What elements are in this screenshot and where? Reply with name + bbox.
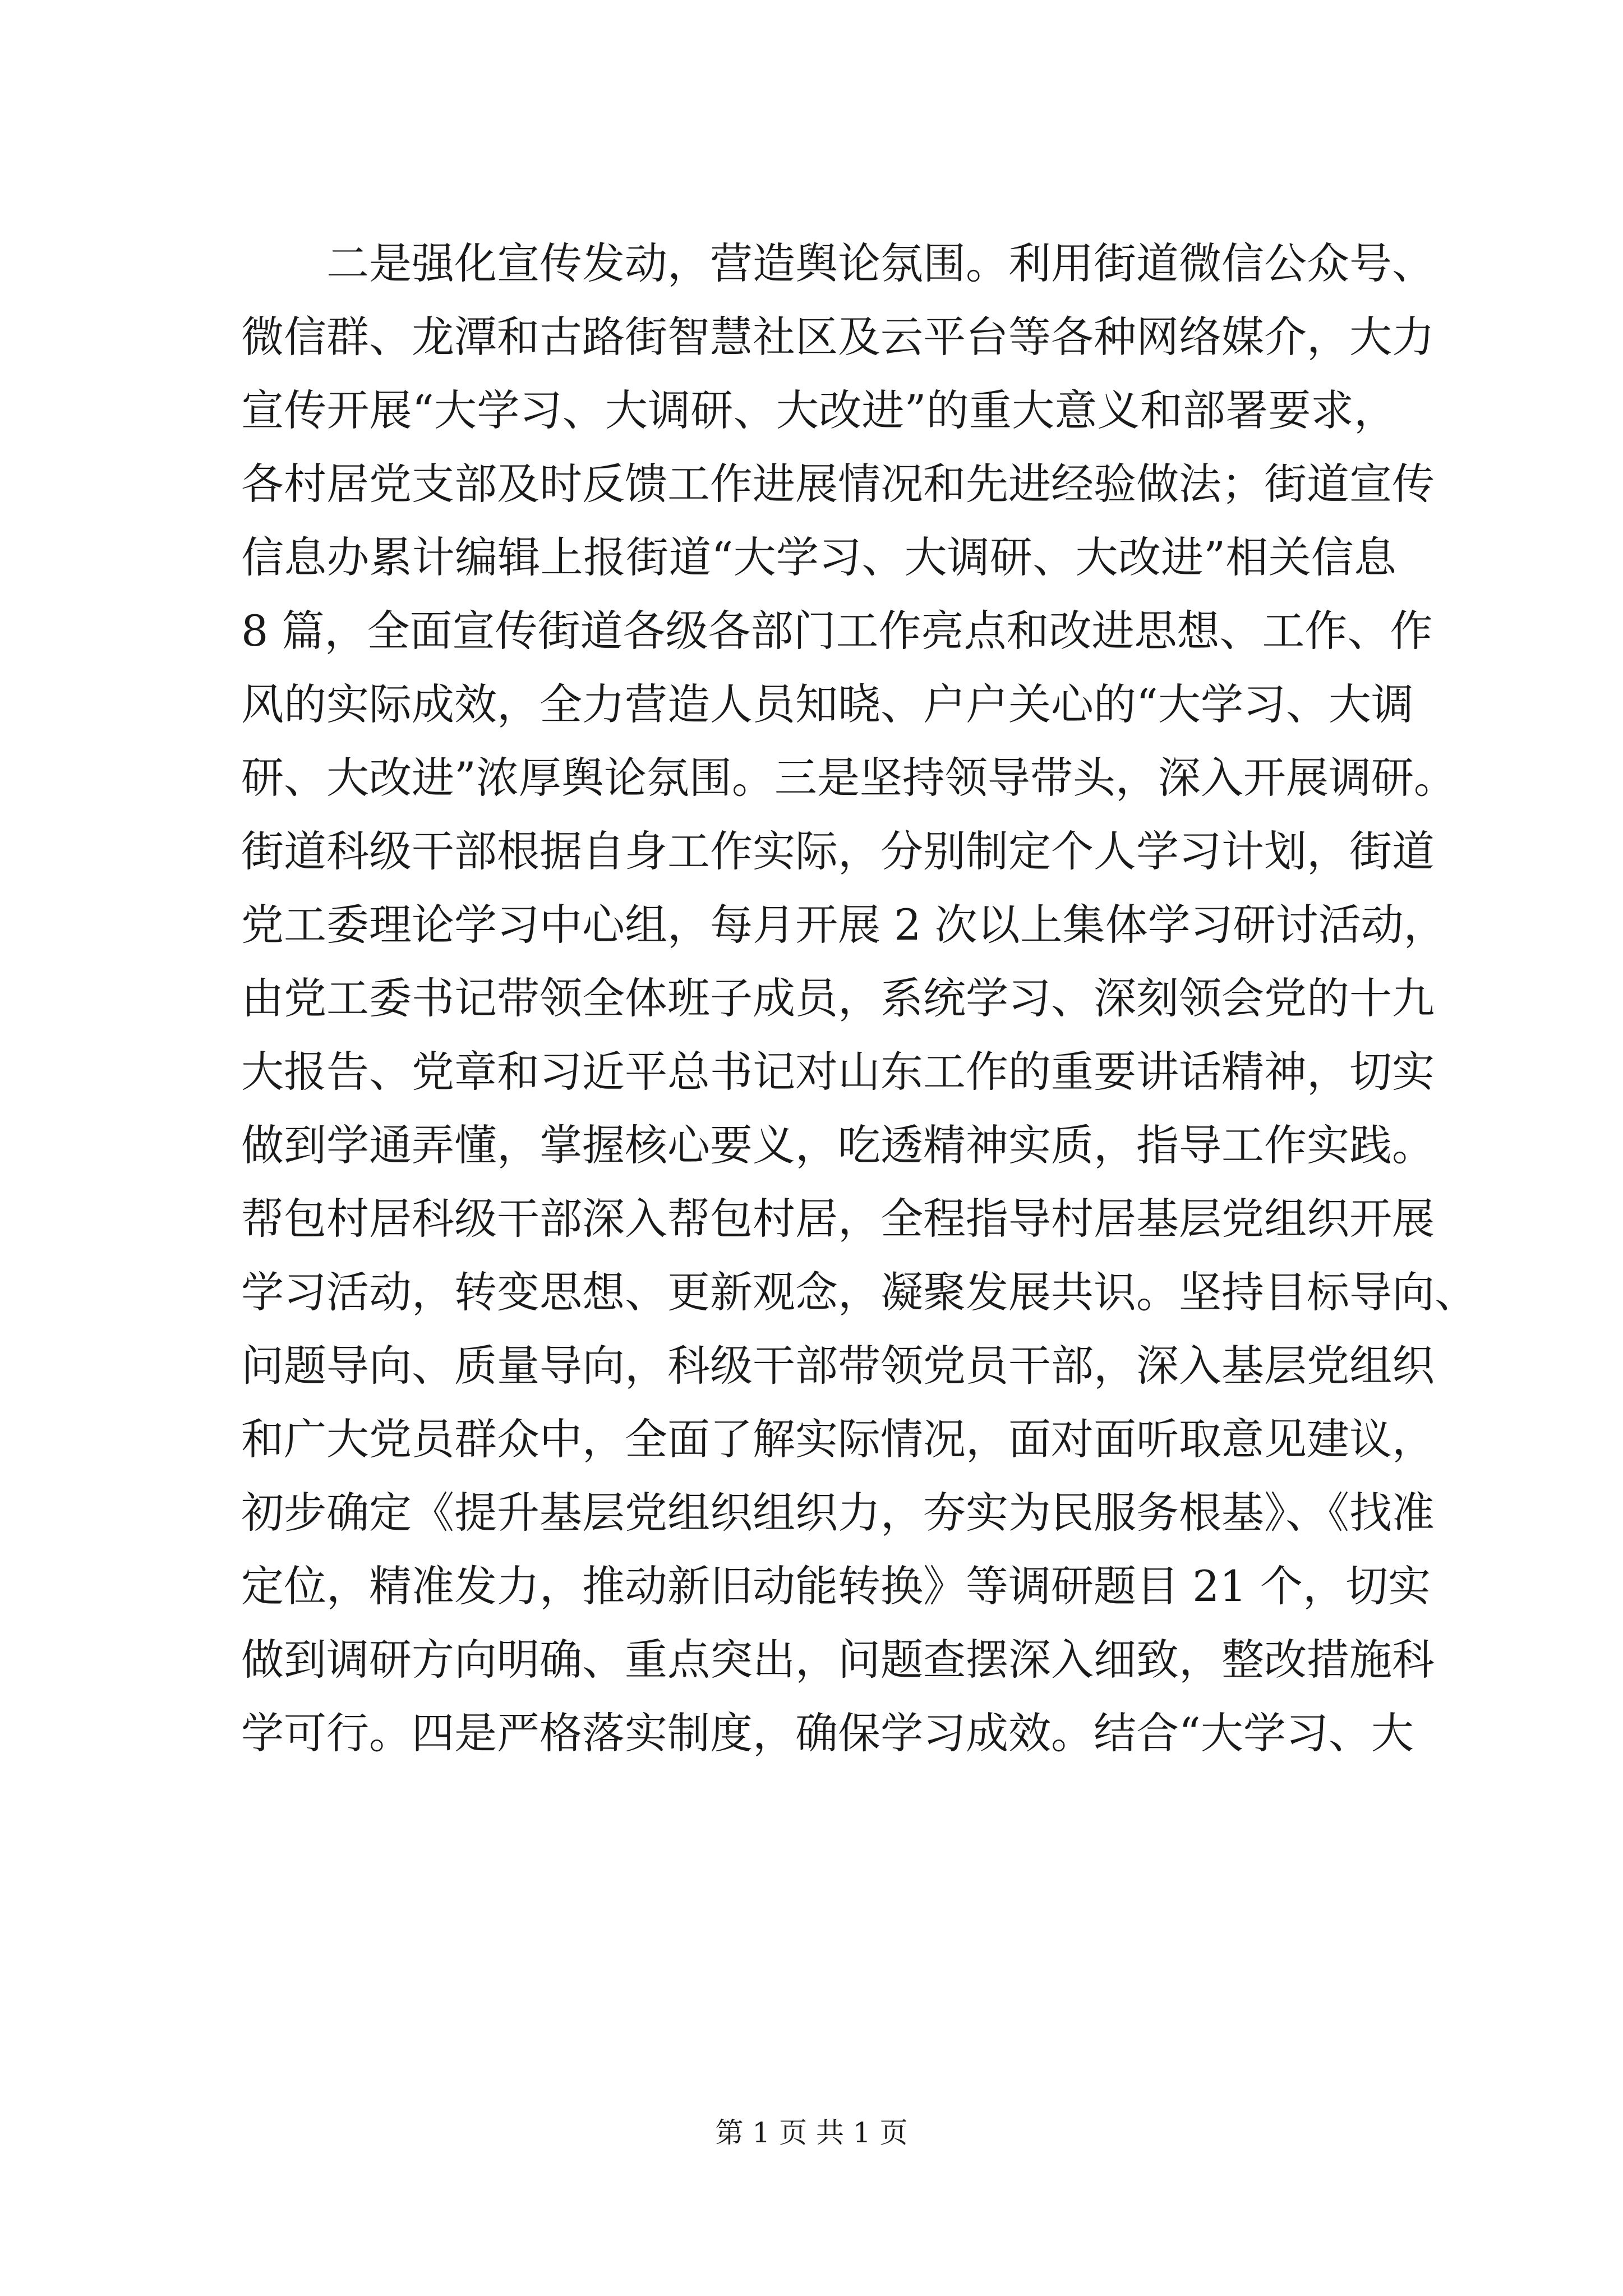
page-number-label: 第 1 页 共 1 页 [715, 2116, 908, 2149]
text-line-8: 研、大改进”浓厚舆论氛围。三是坚持领导带头，深入开展调研。 [241, 753, 1456, 803]
text-line-17: 和广大党员群众中，全面了解实际情况，面对面听取意见建议， [241, 1414, 1435, 1464]
page-footer [0, 2116, 1623, 2150]
text-line-16: 问题导向、质量导向，科级干部带领党员干部，深入基层党组织 [241, 1341, 1435, 1391]
text-line-21: 学可行。四是严格落实制度，确保学习成效。结合“大学习、大 [241, 1708, 1414, 1758]
text-line-9: 街道科级干部根据自身工作实际，分别制定个人学习计划，街道 [241, 826, 1435, 876]
text-line-3: 宣传开展“大学习、大调研、大改进”的重大意义和部署要求， [241, 385, 1396, 435]
text-line-2: 微信群、龙潭和古路街智慧社区及云平台等各种网络媒介，大力 [241, 312, 1435, 362]
text-line-11: 由党工委书记带领全体班子成员，系统学习、深刻领会党的十九 [241, 973, 1435, 1023]
text-line-20: 做到调研方向明确、重点突出，问题查摆深入细致，整改措施科 [241, 1635, 1435, 1685]
text-line-18: 初步确定《提升基层党组织组织力，夯实为民服务根基》、《找准 [241, 1488, 1435, 1538]
text-line-7: 风的实际成效，全力营造人员知晓、户户关心的“大学习、大调 [241, 679, 1414, 729]
text-line-13: 做到学通弄懂，掌握核心要义，吃透精神实质，指导工作实践。 [241, 1120, 1435, 1170]
text-line-15: 学习活动，转变思想、更新观念，凝聚发展共识。坚持目标导向、 [241, 1267, 1477, 1317]
text-line-14: 帮包村居科级干部深入帮包村居，全程指导村居基层党组织开展 [241, 1194, 1435, 1244]
text-line-12: 大报告、党章和习近平总书记对山东工作的重要讲话精神，切实 [241, 1047, 1435, 1097]
text-line-1: 二是强化宣传发动，营造舆论氛围。利用街道微信公众号、 [326, 238, 1435, 288]
text-line-19: 定位，精准发力，推动新旧动能转换》等调研题目 21 个，切实 [241, 1561, 1431, 1611]
text-line-4: 各村居党支部及时反馈工作进展情况和先进经验做法；街道宣传 [241, 459, 1435, 509]
text-line-5: 信息办累计编辑上报街道“大学习、大调研、大改进”相关信息 [241, 532, 1396, 582]
body-paragraph [241, 227, 1477, 1770]
text-line-10: 党工委理论学习中心组，每月开展 2 次以上集体学习研讨活动， [241, 900, 1446, 950]
text-line-6: 8 篇，全面宣传街道各级各部门工作亮点和改进思想、工作、作 [241, 606, 1433, 656]
